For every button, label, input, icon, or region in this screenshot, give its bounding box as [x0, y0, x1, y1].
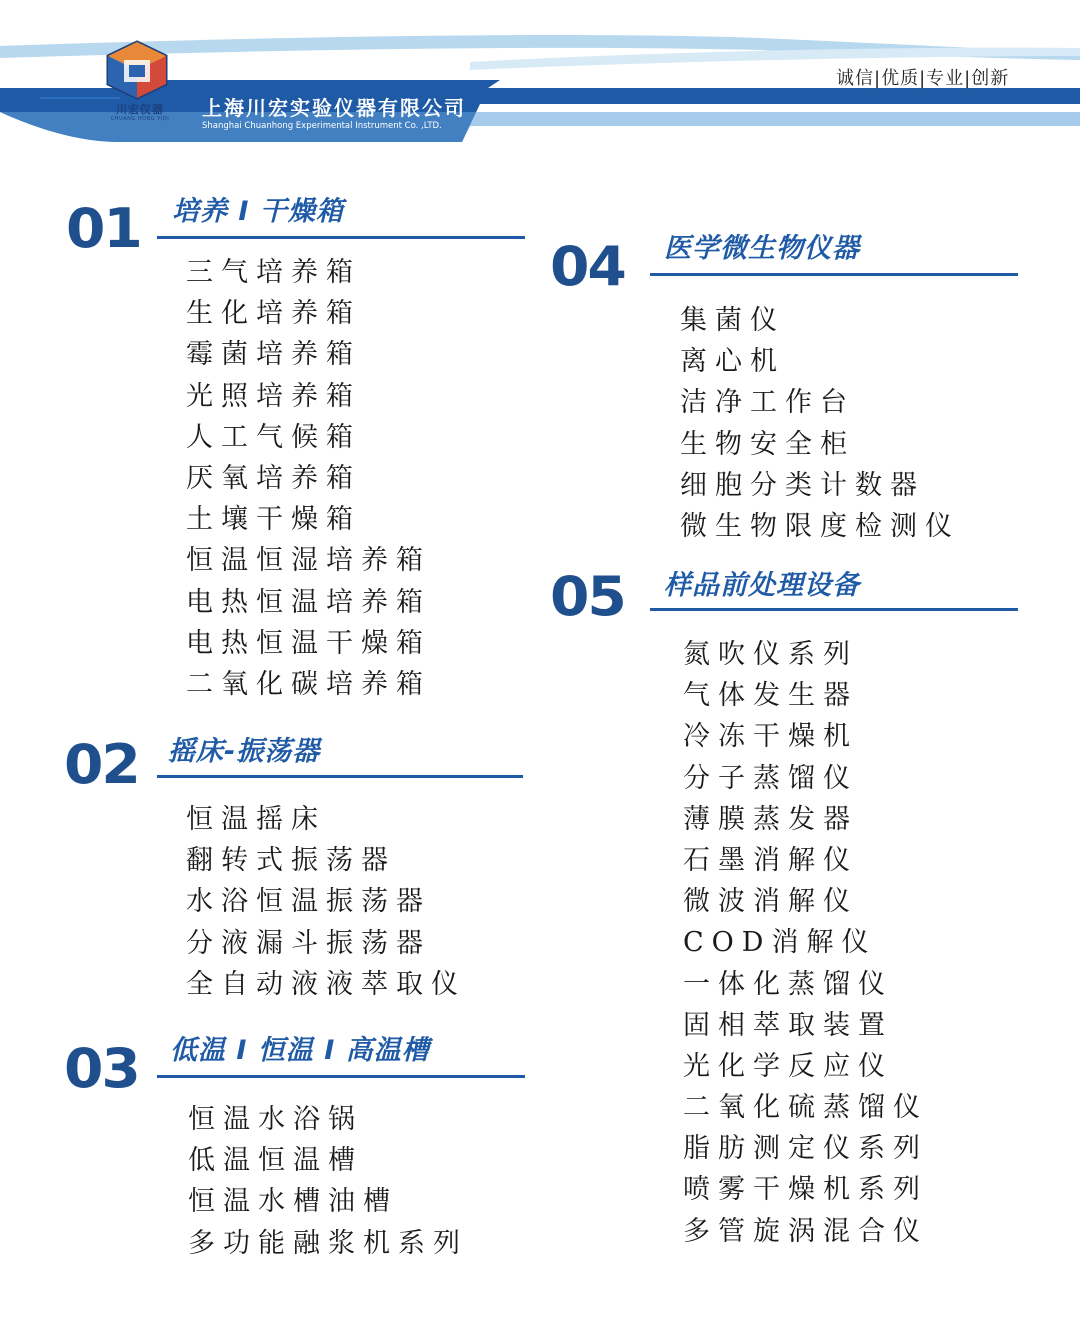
list-item: 冷冻干燥机 [683, 721, 858, 753]
section-number: 05 [550, 565, 625, 628]
list-item: 电热恒温干燥箱 [186, 627, 431, 659]
section-title: 低温 I 恒温 I 高温槽 [170, 1035, 430, 1066]
cube-logo-icon [102, 40, 172, 102]
section-rule [157, 1075, 525, 1078]
list-item: 一体化蒸馏仪 [683, 968, 893, 1000]
list-item: 集菌仪 [680, 305, 785, 336]
header-banner [0, 0, 1080, 170]
list-item: 厌氧培养箱 [186, 462, 361, 494]
section-number: 04 [550, 235, 625, 298]
list-item: 多功能融浆机系列 [188, 1227, 468, 1259]
list-item: 恒温水浴锅 [188, 1104, 363, 1135]
section-number: 02 [64, 733, 139, 796]
list-item: 生化培养箱 [186, 298, 361, 330]
list-item: 电热恒温培养箱 [186, 586, 431, 618]
list-item: 二氧化硫蒸馏仪 [683, 1092, 928, 1124]
list-item: 喷雾干燥机系列 [683, 1174, 928, 1206]
section-rule [157, 775, 523, 778]
item-list [683, 634, 928, 1252]
item-list [188, 1099, 468, 1264]
list-item: 恒温摇床 [186, 804, 326, 835]
section-title: 摇床-振荡器 [168, 736, 321, 767]
list-item: 固相萃取装置 [683, 1009, 893, 1041]
list-item: 生物安全柜 [680, 428, 855, 460]
section-title: 医学微生物仪器 [664, 233, 860, 264]
list-item: 细胞分类计数器 [680, 469, 925, 501]
item-list [680, 300, 960, 547]
logo-text: 川宏仪器 [116, 103, 164, 116]
list-item: 光照培养箱 [186, 380, 361, 412]
slogan: 诚信|优质|专业|创新 [836, 68, 1010, 89]
section-rule [650, 273, 1018, 276]
section-rule [650, 608, 1018, 611]
list-item: 三气培养箱 [186, 257, 361, 288]
list-item: 翻转式振荡器 [186, 845, 396, 877]
logo-text-en: CHUANG HONG YIQI [110, 116, 170, 122]
list-item: 全自动液液萃取仪 [186, 968, 466, 1000]
list-item: 洁净工作台 [680, 387, 855, 419]
list-item: 分子蒸馏仪 [683, 762, 858, 794]
list-item: 离心机 [680, 346, 785, 378]
list-item: 水浴恒温振荡器 [186, 886, 431, 918]
list-item: 微生物限度检测仪 [680, 510, 960, 542]
item-list [186, 252, 431, 705]
list-item: COD消解仪 [683, 927, 877, 959]
list-item: 二氧化碳培养箱 [186, 668, 431, 700]
list-item: 石墨消解仪 [683, 844, 858, 876]
list-item: 恒温水槽油槽 [188, 1186, 398, 1218]
section-number: 01 [66, 197, 141, 260]
list-item: 微波消解仪 [683, 886, 858, 918]
section-rule [157, 236, 525, 239]
section-title: 培养 I 干燥箱 [172, 196, 344, 227]
list-item: 土壤干燥箱 [186, 504, 361, 536]
section-number: 03 [64, 1037, 139, 1100]
list-item: 薄膜蒸发器 [683, 803, 858, 835]
company-name-cn: 上海川宏实验仪器有限公司 [202, 96, 466, 120]
list-item: 分液漏斗振荡器 [186, 927, 431, 959]
list-item: 脂肪测定仪系列 [683, 1133, 928, 1165]
list-item: 人工气候箱 [186, 421, 361, 453]
list-item: 多管旋涡混合仪 [683, 1215, 928, 1247]
list-item: 霉菌培养箱 [186, 339, 361, 371]
list-item: 低温恒温槽 [188, 1145, 363, 1177]
list-item: 氮吹仪系列 [683, 639, 858, 670]
item-list [186, 799, 466, 1005]
list-item: 恒温恒湿培养箱 [186, 545, 431, 577]
list-item: 光化学反应仪 [683, 1050, 893, 1082]
section-title: 样品前处理设备 [664, 570, 860, 601]
company-name-en: Shanghai Chuanhong Experimental Instrument Co. ,LTD. [202, 121, 442, 131]
list-item: 气体发生器 [683, 680, 858, 712]
